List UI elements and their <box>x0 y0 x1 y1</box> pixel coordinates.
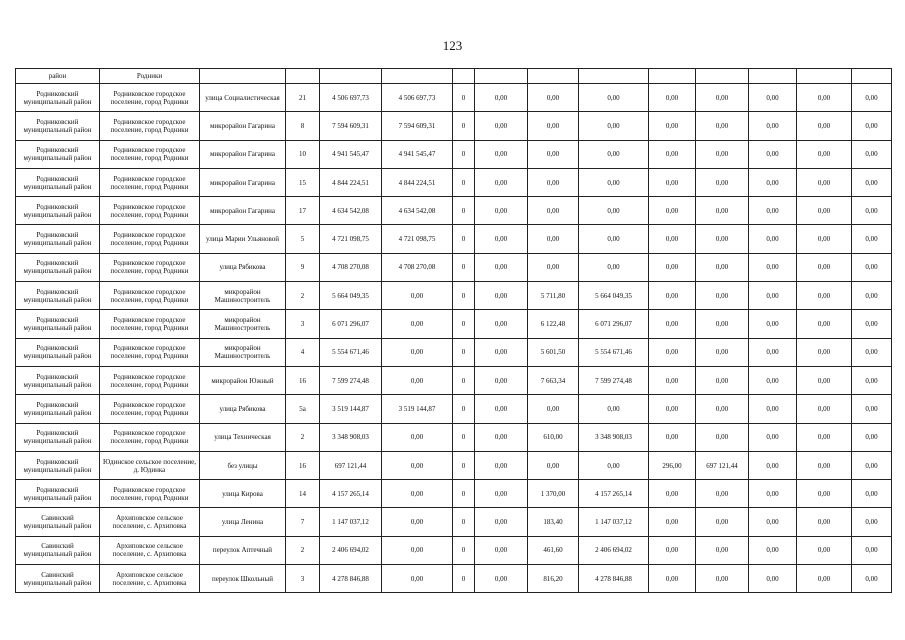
cell-cost-col-14: 0,00 <box>797 140 852 168</box>
cell-cost-col-9: 1 370,00 <box>528 480 579 508</box>
cell-cost-col-7: 0 <box>453 112 475 140</box>
cell-cost-col-15: 0,00 <box>852 508 892 536</box>
cell-cost-col-10: 5 664 049,35 <box>579 282 649 310</box>
cell-street: улица Кирова <box>200 480 286 508</box>
cell-cost-col-13: 0,00 <box>749 338 797 366</box>
cell-cost-col-11: 0,00 <box>649 197 696 225</box>
cell-cost-col-6: 0,00 <box>382 508 453 536</box>
cell-total-cost: 5 554 671,46 <box>320 338 382 366</box>
cell-cost-col-7: 0 <box>453 451 475 479</box>
table-row <box>16 536 892 564</box>
cell-cost-col-13: 0,00 <box>749 565 797 593</box>
cell-street: улица Марии Ульяновой <box>200 225 286 253</box>
cell-cost-col-9: 0,00 <box>528 451 579 479</box>
cell-settlement: Архиповское сельское поселение, с. Архиповка <box>100 536 200 564</box>
cell-street: микрорайон Машиностроитель <box>200 282 286 310</box>
cell-cost-col-6: 4 506 697,73 <box>382 84 453 112</box>
cell-cost-col-7: 0 <box>453 423 475 451</box>
cell-cost-col-10: 4 278 846,88 <box>579 565 649 593</box>
cell-cost-col-11: 0,00 <box>649 565 696 593</box>
cell-cost-col-13: 0,00 <box>749 536 797 564</box>
cell-cost-col-8: 0,00 <box>475 451 528 479</box>
cell-cost-col-11: 0,00 <box>649 366 696 394</box>
cell-cost-col-14: 0,00 <box>797 536 852 564</box>
cell-cost-col-14: 0,00 <box>797 112 852 140</box>
cell-street: микрорайон Гагарина <box>200 168 286 196</box>
cell-cost-col-6: 0,00 <box>382 423 453 451</box>
cell-cost-col-14: 0,00 <box>797 565 852 593</box>
cell-cost-col-15: 0,00 <box>852 310 892 338</box>
cell-cost-col-9: 6 122,48 <box>528 310 579 338</box>
cell-cost-col-15: 0,00 <box>852 536 892 564</box>
cell-cost-col-8: 0,00 <box>475 253 528 281</box>
cell-cost-col-9: 5 601,50 <box>528 338 579 366</box>
cell-cost-col-6: 0,00 <box>382 282 453 310</box>
cell-cost-col-8: 0,00 <box>475 366 528 394</box>
cell-house-number: 2 <box>286 423 320 451</box>
cell-cost-col-8: 0,00 <box>475 338 528 366</box>
cell-cost-col-6: 0,00 <box>382 565 453 593</box>
cell-street: микрорайон Машиностроитель <box>200 338 286 366</box>
cell-cost-col-9: 0,00 <box>528 84 579 112</box>
cell-cost-col-9: 0,00 <box>528 197 579 225</box>
cell-cost-col-15: 0,00 <box>852 282 892 310</box>
cell-cost-col-14: 0,00 <box>797 197 852 225</box>
cell-total-cost: 4 506 697,73 <box>320 84 382 112</box>
cell-cost-col-15: 0,00 <box>852 140 892 168</box>
cell-cost-col-11: 0,00 <box>649 168 696 196</box>
cell-cost-col-12: 697 121,44 <box>696 451 749 479</box>
cell-cost-col-13: 0,00 <box>749 451 797 479</box>
cell-house-number: 3 <box>286 310 320 338</box>
cell-cost-col-8: 0,00 <box>475 423 528 451</box>
cell-cost-col-13: 0,00 <box>749 253 797 281</box>
cell-street: микрорайон Машиностроитель <box>200 310 286 338</box>
cell-street: без улицы <box>200 451 286 479</box>
cell-cost-col-12: 0,00 <box>696 84 749 112</box>
cell-cost-col-6: 0,00 <box>382 536 453 564</box>
cell-cost-col-13: 0,00 <box>749 197 797 225</box>
cell-settlement: Родниковское городское поселение, город Родники <box>100 168 200 196</box>
cell-cost-col-6: 0,00 <box>382 310 453 338</box>
cell-district: Савинский муниципальный район <box>16 508 100 536</box>
cell-total-cost: 4 634 542,08 <box>320 197 382 225</box>
cell-cost-col-8: 0,00 <box>475 140 528 168</box>
cell-cost-col-15: 0,00 <box>852 480 892 508</box>
cell-cost-col-8: 0,00 <box>475 536 528 564</box>
cell-house-number: 15 <box>286 168 320 196</box>
cell-cost-col-10: 6 071 296,07 <box>579 310 649 338</box>
cell-cost-col-9: 461,60 <box>528 536 579 564</box>
cell-cost-col-8: 0,00 <box>475 565 528 593</box>
cell-cost-col-13: 0,00 <box>749 168 797 196</box>
cell-cost-col-10: 7 599 274,48 <box>579 366 649 394</box>
cell-settlement: Родниковское городское поселение, город Родники <box>100 84 200 112</box>
cell-cost-col-14: 0,00 <box>797 253 852 281</box>
cell-street: микрорайон Гагарина <box>200 112 286 140</box>
cell-cost-col-9: 5 711,80 <box>528 282 579 310</box>
cell-settlement: Родниковское городское поселение, город Родники <box>100 282 200 310</box>
cell-cost-col-10: 2 406 694,02 <box>579 536 649 564</box>
cell-cost-col-7: 0 <box>453 508 475 536</box>
table-row <box>16 225 892 253</box>
data-table <box>15 68 892 593</box>
cell-cost-col-8: 0,00 <box>475 395 528 423</box>
cell-cost-col-12: 0,00 <box>696 310 749 338</box>
cell-cost-col-6: 4 941 545,47 <box>382 140 453 168</box>
cell-cost-col-13: 0,00 <box>749 395 797 423</box>
cell-cost-col-8: 0,00 <box>475 112 528 140</box>
cell-cost-col-13: 0,00 <box>749 480 797 508</box>
cell-cost-col-7: 0 <box>453 395 475 423</box>
cell-cost-col-15: 0,00 <box>852 225 892 253</box>
table-row <box>16 84 892 112</box>
cell-district: Савинский муниципальный район <box>16 536 100 564</box>
cell-cost-col-8: 0,00 <box>475 310 528 338</box>
cell-cost-col-15: 0,00 <box>852 112 892 140</box>
cell-cost-col-11: 0,00 <box>649 112 696 140</box>
cell-cost-col-13: 0,00 <box>749 310 797 338</box>
cell-district: Родниковский муниципальный район <box>16 480 100 508</box>
cell-total-cost: 7 599 274,48 <box>320 366 382 394</box>
cell-cost-col-12: 0,00 <box>696 395 749 423</box>
cell-cost-col-9: 0,00 <box>528 140 579 168</box>
cell-cost-col-13: 0,00 <box>749 84 797 112</box>
cell-settlement: Архиповское сельское поселение, с. Архиповка <box>100 565 200 593</box>
cell-district: Родниковский муниципальный район <box>16 451 100 479</box>
cell-cost-col-12: 0,00 <box>696 423 749 451</box>
cell-cost-col-8: 0,00 <box>475 168 528 196</box>
cell-cost-col-7: 0 <box>453 84 475 112</box>
table-row <box>16 366 892 394</box>
cell-cost-col-12: 0,00 <box>696 112 749 140</box>
cell-settlement: Родниковское городское поселение, город Родники <box>100 310 200 338</box>
cell-street: переулок Школьный <box>200 565 286 593</box>
cell-cost-col-7: 0 <box>453 282 475 310</box>
cell-settlement: Родниковское городское поселение, город Родники <box>100 423 200 451</box>
cell-cost-col-11: 0,00 <box>649 536 696 564</box>
cell-cost-col-7: 0 <box>453 225 475 253</box>
table-row <box>16 310 892 338</box>
cell-cost-col-14: 0,00 <box>797 84 852 112</box>
cell-cost-col-9: 610,00 <box>528 423 579 451</box>
cell-cost-col-15: 0,00 <box>852 253 892 281</box>
cell-cost-col-12: 0,00 <box>696 536 749 564</box>
cell-cost-col-13: 0,00 <box>749 508 797 536</box>
cell-cost-col-10: 0,00 <box>579 140 649 168</box>
cell-settlement: Родниковское городское поселение, город Родники <box>100 140 200 168</box>
cell-cost-col-12: 0,00 <box>696 366 749 394</box>
cell-cost-col-11: 296,00 <box>649 451 696 479</box>
cell-cost-col-10: 0,00 <box>579 395 649 423</box>
cell-cost-col-10: 4 157 265,14 <box>579 480 649 508</box>
cell-cost-col-11: 0,00 <box>649 84 696 112</box>
cell-total-cost: 697 121,44 <box>320 451 382 479</box>
cell-house-number: 8 <box>286 112 320 140</box>
cell-house-number: 9 <box>286 253 320 281</box>
cell-street: микрорайон Гагарина <box>200 197 286 225</box>
cell-cost-col-14: 0,00 <box>797 423 852 451</box>
cell-district: Родниковский муниципальный район <box>16 168 100 196</box>
cell-total-cost: 1 147 037,12 <box>320 508 382 536</box>
header-district-cell: район <box>16 69 100 84</box>
cell-cost-col-6: 0,00 <box>382 366 453 394</box>
cell-total-cost: 2 406 694,02 <box>320 536 382 564</box>
table-row <box>16 253 892 281</box>
cell-house-number: 5а <box>286 395 320 423</box>
cell-cost-col-15: 0,00 <box>852 451 892 479</box>
cell-cost-col-14: 0,00 <box>797 395 852 423</box>
cell-house-number: 14 <box>286 480 320 508</box>
cell-settlement: Родниковское городское поселение, город Родники <box>100 480 200 508</box>
table-row <box>16 395 892 423</box>
cell-cost-col-8: 0,00 <box>475 480 528 508</box>
cell-cost-col-12: 0,00 <box>696 565 749 593</box>
cell-cost-col-14: 0,00 <box>797 338 852 366</box>
cell-total-cost: 5 664 049,35 <box>320 282 382 310</box>
cell-cost-col-11: 0,00 <box>649 480 696 508</box>
cell-cost-col-6: 4 708 270,08 <box>382 253 453 281</box>
cell-cost-col-13: 0,00 <box>749 282 797 310</box>
cell-cost-col-15: 0,00 <box>852 565 892 593</box>
cell-district: Родниковский муниципальный район <box>16 366 100 394</box>
table-row <box>16 112 892 140</box>
cell-cost-col-13: 0,00 <box>749 366 797 394</box>
page-number: 123 <box>442 38 463 53</box>
cell-cost-col-10: 5 554 671,46 <box>579 338 649 366</box>
cell-street: микрорайон Южный <box>200 366 286 394</box>
cell-cost-col-14: 0,00 <box>797 225 852 253</box>
cell-district: Родниковский муниципальный район <box>16 253 100 281</box>
header-settlement-cell: Родники <box>100 69 200 84</box>
cell-settlement: Родниковское городское поселение, город Родники <box>100 197 200 225</box>
cell-house-number: 16 <box>286 366 320 394</box>
cell-street: улица Социалистическая <box>200 84 286 112</box>
cell-total-cost: 4 721 098,75 <box>320 225 382 253</box>
cell-cost-col-9: 816,20 <box>528 565 579 593</box>
cell-house-number: 2 <box>286 536 320 564</box>
cell-cost-col-12: 0,00 <box>696 197 749 225</box>
cell-district: Родниковский муниципальный район <box>16 423 100 451</box>
cell-cost-col-9: 0,00 <box>528 395 579 423</box>
cell-district: Родниковский муниципальный район <box>16 395 100 423</box>
cell-cost-col-7: 0 <box>453 197 475 225</box>
cell-settlement: Родниковское городское поселение, город Родники <box>100 395 200 423</box>
cell-total-cost: 7 594 609,31 <box>320 112 382 140</box>
cell-settlement: Юдинское сельское поселение, д. Юдинка <box>100 451 200 479</box>
table-row <box>16 480 892 508</box>
table-row <box>16 338 892 366</box>
cell-total-cost: 4 844 224,51 <box>320 168 382 196</box>
cell-cost-col-8: 0,00 <box>475 225 528 253</box>
cell-cost-col-14: 0,00 <box>797 366 852 394</box>
cell-cost-col-8: 0,00 <box>475 282 528 310</box>
cell-cost-col-6: 4 634 542,08 <box>382 197 453 225</box>
cell-cost-col-11: 0,00 <box>649 310 696 338</box>
cell-cost-col-7: 0 <box>453 168 475 196</box>
cell-cost-col-9: 0,00 <box>528 225 579 253</box>
cell-cost-col-14: 0,00 <box>797 282 852 310</box>
cell-district: Родниковский муниципальный район <box>16 84 100 112</box>
cell-cost-col-7: 0 <box>453 253 475 281</box>
cell-total-cost: 4 941 545,47 <box>320 140 382 168</box>
cell-cost-col-8: 0,00 <box>475 84 528 112</box>
cell-cost-col-8: 0,00 <box>475 508 528 536</box>
cell-cost-col-7: 0 <box>453 140 475 168</box>
cell-cost-col-15: 0,00 <box>852 197 892 225</box>
cell-district: Родниковский муниципальный район <box>16 310 100 338</box>
cell-cost-col-12: 0,00 <box>696 140 749 168</box>
cell-cost-col-10: 0,00 <box>579 168 649 196</box>
cell-cost-col-11: 0,00 <box>649 253 696 281</box>
cell-cost-col-13: 0,00 <box>749 423 797 451</box>
cell-settlement: Родниковское городское поселение, город Родники <box>100 225 200 253</box>
cell-street: микрорайон Гагарина <box>200 140 286 168</box>
cell-house-number: 2 <box>286 282 320 310</box>
cell-cost-col-15: 0,00 <box>852 338 892 366</box>
cell-cost-col-10: 0,00 <box>579 253 649 281</box>
cell-cost-col-9: 0,00 <box>528 112 579 140</box>
cell-settlement: Родниковское городское поселение, город Родники <box>100 112 200 140</box>
cell-cost-col-15: 0,00 <box>852 84 892 112</box>
cell-cost-col-9: 183,40 <box>528 508 579 536</box>
cell-house-number: 16 <box>286 451 320 479</box>
table-row <box>16 282 892 310</box>
cell-house-number: 4 <box>286 338 320 366</box>
cell-cost-col-6: 3 519 144,87 <box>382 395 453 423</box>
cell-cost-col-11: 0,00 <box>649 423 696 451</box>
cell-district: Савинский муниципальный район <box>16 565 100 593</box>
table-row <box>16 140 892 168</box>
cell-cost-col-8: 0,00 <box>475 197 528 225</box>
cell-street: улица Техническая <box>200 423 286 451</box>
cell-district: Родниковский муниципальный район <box>16 282 100 310</box>
cell-total-cost: 3 519 144,87 <box>320 395 382 423</box>
cell-cost-col-12: 0,00 <box>696 338 749 366</box>
cell-cost-col-11: 0,00 <box>649 140 696 168</box>
cell-cost-col-11: 0,00 <box>649 225 696 253</box>
cell-cost-col-12: 0,00 <box>696 168 749 196</box>
table-row <box>16 168 892 196</box>
cell-cost-col-10: 0,00 <box>579 451 649 479</box>
cell-house-number: 7 <box>286 508 320 536</box>
cell-cost-col-13: 0,00 <box>749 112 797 140</box>
cell-district: Родниковский муниципальный район <box>16 140 100 168</box>
cell-district: Родниковский муниципальный район <box>16 338 100 366</box>
table-row <box>16 451 892 479</box>
cell-cost-col-15: 0,00 <box>852 395 892 423</box>
cell-cost-col-15: 0,00 <box>852 423 892 451</box>
cell-cost-col-13: 0,00 <box>749 225 797 253</box>
cell-cost-col-14: 0,00 <box>797 480 852 508</box>
cell-cost-col-6: 7 594 609,31 <box>382 112 453 140</box>
cell-settlement: Архиповское сельское поселение, с. Архиповка <box>100 508 200 536</box>
cell-cost-col-14: 0,00 <box>797 168 852 196</box>
cell-house-number: 17 <box>286 197 320 225</box>
table-row <box>16 565 892 593</box>
cell-street: улица Ленина <box>200 508 286 536</box>
table-row <box>16 423 892 451</box>
cell-cost-col-10: 0,00 <box>579 197 649 225</box>
cell-cost-col-10: 0,00 <box>579 84 649 112</box>
cell-cost-col-6: 4 844 224,51 <box>382 168 453 196</box>
cell-house-number: 3 <box>286 565 320 593</box>
cell-cost-col-12: 0,00 <box>696 253 749 281</box>
cell-cost-col-7: 0 <box>453 338 475 366</box>
cell-cost-col-6: 0,00 <box>382 451 453 479</box>
table-row <box>16 197 892 225</box>
cell-district: Родниковский муниципальный район <box>16 197 100 225</box>
cell-street: переулок Аптечный <box>200 536 286 564</box>
cell-cost-col-14: 0,00 <box>797 451 852 479</box>
cell-cost-col-9: 7 663,34 <box>528 366 579 394</box>
cell-cost-col-14: 0,00 <box>797 508 852 536</box>
cell-cost-col-10: 1 147 037,12 <box>579 508 649 536</box>
table-row <box>16 508 892 536</box>
cell-cost-col-6: 4 721 098,75 <box>382 225 453 253</box>
cell-total-cost: 4 708 270,08 <box>320 253 382 281</box>
cell-total-cost: 4 278 846,88 <box>320 565 382 593</box>
cell-cost-col-11: 0,00 <box>649 395 696 423</box>
cell-cost-col-12: 0,00 <box>696 480 749 508</box>
cell-total-cost: 6 071 296,07 <box>320 310 382 338</box>
cell-cost-col-14: 0,00 <box>797 310 852 338</box>
cell-settlement: Родниковское городское поселение, город Родники <box>100 366 200 394</box>
cell-cost-col-15: 0,00 <box>852 366 892 394</box>
cell-house-number: 5 <box>286 225 320 253</box>
cell-district: Родниковский муниципальный район <box>16 112 100 140</box>
cell-cost-col-9: 0,00 <box>528 253 579 281</box>
cell-house-number: 21 <box>286 84 320 112</box>
cell-cost-col-10: 0,00 <box>579 112 649 140</box>
cell-cost-col-7: 0 <box>453 310 475 338</box>
cell-cost-col-7: 0 <box>453 480 475 508</box>
cell-cost-col-7: 0 <box>453 536 475 564</box>
cell-cost-col-9: 0,00 <box>528 168 579 196</box>
cell-cost-col-11: 0,00 <box>649 338 696 366</box>
cell-cost-col-7: 0 <box>453 366 475 394</box>
cell-cost-col-12: 0,00 <box>696 282 749 310</box>
cell-cost-col-6: 0,00 <box>382 338 453 366</box>
cell-cost-col-12: 0,00 <box>696 225 749 253</box>
cell-cost-col-12: 0,00 <box>696 508 749 536</box>
cell-cost-col-11: 0,00 <box>649 282 696 310</box>
cell-street: улица Рябикова <box>200 395 286 423</box>
cell-total-cost: 4 157 265,14 <box>320 480 382 508</box>
cell-cost-col-10: 3 348 908,03 <box>579 423 649 451</box>
cell-district: Родниковский муниципальный район <box>16 225 100 253</box>
cell-total-cost: 3 348 908,03 <box>320 423 382 451</box>
cell-house-number: 10 <box>286 140 320 168</box>
cell-cost-col-15: 0,00 <box>852 168 892 196</box>
cell-settlement: Родниковское городское поселение, город Родники <box>100 253 200 281</box>
cell-cost-col-10: 0,00 <box>579 225 649 253</box>
cell-cost-col-13: 0,00 <box>749 140 797 168</box>
cell-settlement: Родниковское городское поселение, город Родники <box>100 338 200 366</box>
table-header-row <box>16 69 892 84</box>
cell-cost-col-6: 0,00 <box>382 480 453 508</box>
cell-cost-col-7: 0 <box>453 565 475 593</box>
cell-cost-col-11: 0,00 <box>649 508 696 536</box>
cell-street: улица Рябикова <box>200 253 286 281</box>
